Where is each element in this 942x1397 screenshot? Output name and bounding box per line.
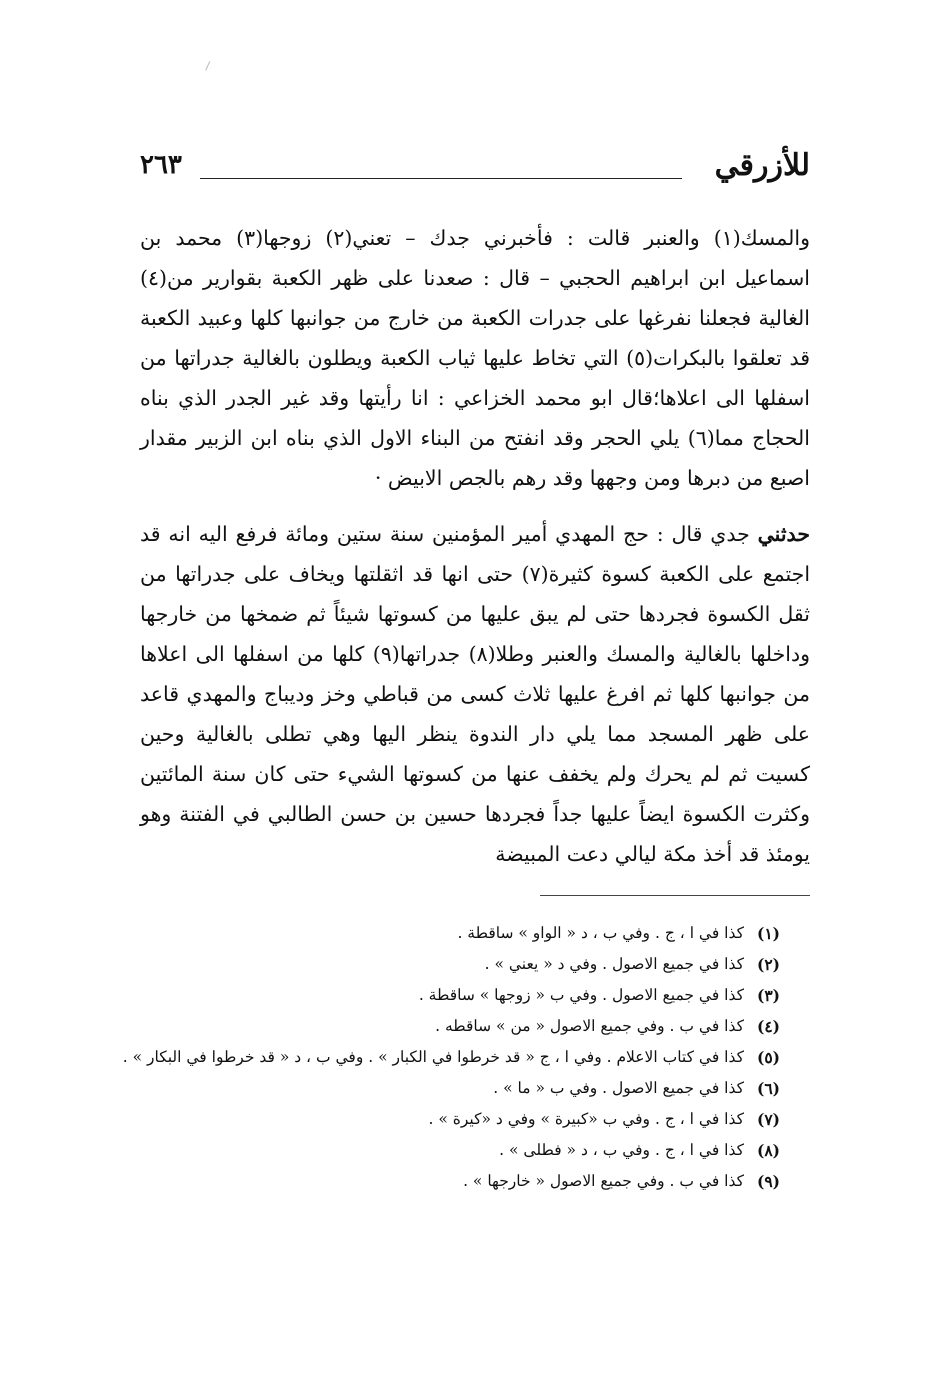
footnote-number: (٤) [756, 1017, 780, 1036]
running-header [140, 148, 810, 198]
footnote-1 [140, 918, 780, 949]
footnote-4 [140, 1011, 780, 1042]
footnote-number: (٧) [756, 1110, 780, 1129]
footnote-text: كذا في ب . وفي جميع الاصول « خارجها » . [463, 1172, 744, 1190]
main-text [140, 218, 810, 874]
footnote-text: كذا في ا ، ج . وفي ب ، د « فطلى » . [499, 1141, 744, 1159]
footnote-text: كذا في ب . وفي جميع الاصول « من » ساقطه . [435, 1017, 744, 1035]
footnote-9 [140, 1166, 780, 1197]
footnote-divider [540, 895, 810, 896]
footnotes [122, 918, 780, 1197]
footnote-number: (٩) [756, 1172, 780, 1191]
footnote-number: (٦) [756, 1079, 780, 1098]
footnote-number: (٥) [756, 1048, 780, 1067]
footnote-number: (٢) [756, 955, 780, 974]
footnote-number: (٨) [756, 1141, 780, 1160]
footnote-text: كذا في ا ، ج . وفي ب ، د « الواو » ساقطة . [457, 924, 744, 942]
footnote-5 [100, 1042, 780, 1073]
paragraph-2-text: جدي قال : حج المهدي أمير المؤمنين سنة ستين ومائة فرفع اليه انه قد اجتمع على الكعبة كسوة كثيرة(٧) حتى انها قد اثقلتها ويخاف على جدراتها من ثقل الكسوة فجردها حتى لم يبق عليها من كسوتها شيئاً ثم ضمخها من خارجها وداخلها بالغالية والمسك والعنبر وطلا(٨) جدراتها(٩) كلها من اسفلها الى اعلاها من جوانبها كلها ثم افرغ عليها ثلاث كسى من قباطي وخز وديباج والمهدي قاعد على ظهر المسجد مما يلي دار الندوة ينظر اليها وهي تطلى بالغالية وحين كسيت ثم لم يحرك ولم يخفف عنها من كسوتها الشيء حتى كان سنة المائتين وكثرت الكسوة ايضاً عليها جداً فجردها حسين بن حسن الطالبي في الفتنة وهو يومئذ قد أخذ مكة ليالي دعت المبيضة [140, 522, 811, 866]
footnote-number: (٣) [756, 986, 780, 1005]
footnote-number: (١) [756, 924, 780, 943]
footnote-3 [140, 980, 780, 1011]
header-rule [200, 178, 682, 179]
paragraph-1: والمسك(١) والعنبر قالت : فأخبرني جدك – تعني(٢) زوجها(٣) محمد بن اسماعيل ابن ابراهيم الحجبي – قال : صعدنا على ظهر الكعبة بقوارير من(٤) الغالية فجعلنا نفرغها على جدرات الكعبة من خارج من جوانبها كلها وعبيد الكعبة قد تعلقوا بالبكرات(٥) التي تخاط عليها ثياب الكعبة ويطلون بالغالية جدراتها من اسفلها الى اعلاها؛قال ابو محمد الخزاعي : انا رأيتها وقد غير الجدر الذي بناه الحجاج مما(٦) يلي الحجر وقد انفتح من البناء الاول الذي بناه ابن الزبير مقدار اصبع من دبرها ومن وجهها وقد رهم بالجص الابيض · [140, 226, 811, 490]
scan-mark [205, 61, 216, 73]
page-number: ٢٦٣ [140, 150, 182, 180]
header-title: للأزرقي [714, 148, 810, 183]
footnote-2 [140, 949, 780, 980]
footnote-text: كذا في كتاب الاعلام . وفي ا ، ج « قد خرطوا في الكبار » . وفي ب ، د « قد خرطوا في البكار » . [122, 1048, 744, 1066]
paragraph-2 [140, 514, 810, 874]
footnote-text: كذا في جميع الاصول . وفي ب « زوجها » ساقطة . [418, 986, 744, 1004]
footnote-text: كذا في جميع الاصول . وفي د « يعني » . [484, 955, 744, 973]
footnote-7 [140, 1104, 780, 1135]
paragraph-lead-word: حدثني [757, 522, 810, 546]
footnote-8 [140, 1135, 780, 1166]
footnote-6 [140, 1073, 780, 1104]
footnote-text: كذا في جميع الاصول . وفي ب « ما » . [493, 1079, 744, 1097]
footnote-text: كذا في ا ، ج . وفي ب «كبيرة » وفي د «كيرة » . [428, 1110, 744, 1128]
